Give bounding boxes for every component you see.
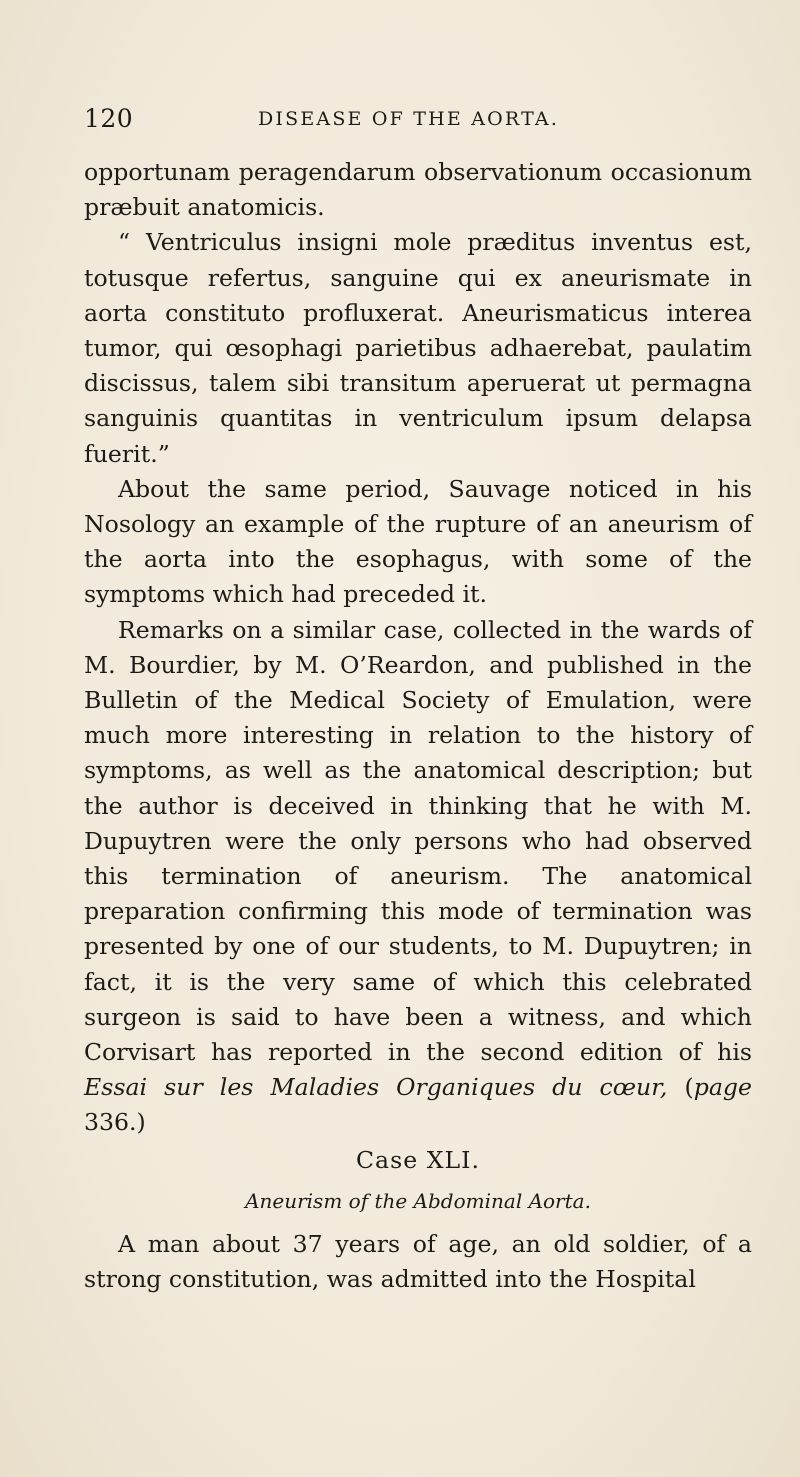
running-head: DISEASE OF THE AORTA. <box>258 108 560 130</box>
paragraph-continued: opportunam peragendarum observationum occasionum præbuit anatomicis. <box>84 158 752 222</box>
paragraph-remarks <box>84 613 752 1141</box>
page-ref-word: page <box>693 1073 752 1102</box>
paragraph-latin-quote: “ Ventriculus insigni mole præditus inventus est, totusque refertus, sanguine qui ex aneurismate in aorta constituto profluxerat. Aneurismaticus interea tumor, qui œsophagi parietibus adhaerebat, paulatim discissus, talem sibi transitum aperuerat ut permagna sanguinis quantitas in ventriculum ipsum delapsa fuerit.” <box>84 228 752 468</box>
body-text <box>84 155 752 1298</box>
page-header <box>84 104 724 144</box>
paragraph-sauvage: About the same period, Sauvage noticed in his Nosology an example of the rupture of an aneurism of the aorta into the esophagus, with some of the symptoms which had preceded it. <box>84 474 752 609</box>
book-title-reference: Essai sur les Maladies Organiques du cœur, <box>84 1073 668 1102</box>
paragraph-case-opening: A man about 37 years of age, an old soldier, of a strong constitution, was admitted into the Hospital <box>84 1230 752 1294</box>
page-number: 120 <box>84 104 134 133</box>
page-ref-end: 336.) <box>84 1108 146 1137</box>
case-subtitle: Aneurism of the Abdominal Aorta. <box>245 1188 591 1213</box>
page-ref-open: ( <box>684 1073 694 1102</box>
paragraph-remarks-text: Remarks on a similar case, collected in the wards of M. Bourdier, by M. O’Reardon, and published in the Bulletin of the Medical Society of Emulation, were much more interesting in relation to the history of symptoms, as well as the anatomical description; but the author is deceived in thinking that he with M. Dupuytren were the only persons who had observed this termination of aneurism. The anatomical preparation confirming this mode of termination was presented by one of our students, to M. Dupuytren; in fact, it is the very same of which this celebrated surgeon is said to have been a witness, and which Corvisart has reported in the second edition of his <box>84 615 752 1067</box>
case-heading: Case XLI. <box>356 1145 480 1174</box>
